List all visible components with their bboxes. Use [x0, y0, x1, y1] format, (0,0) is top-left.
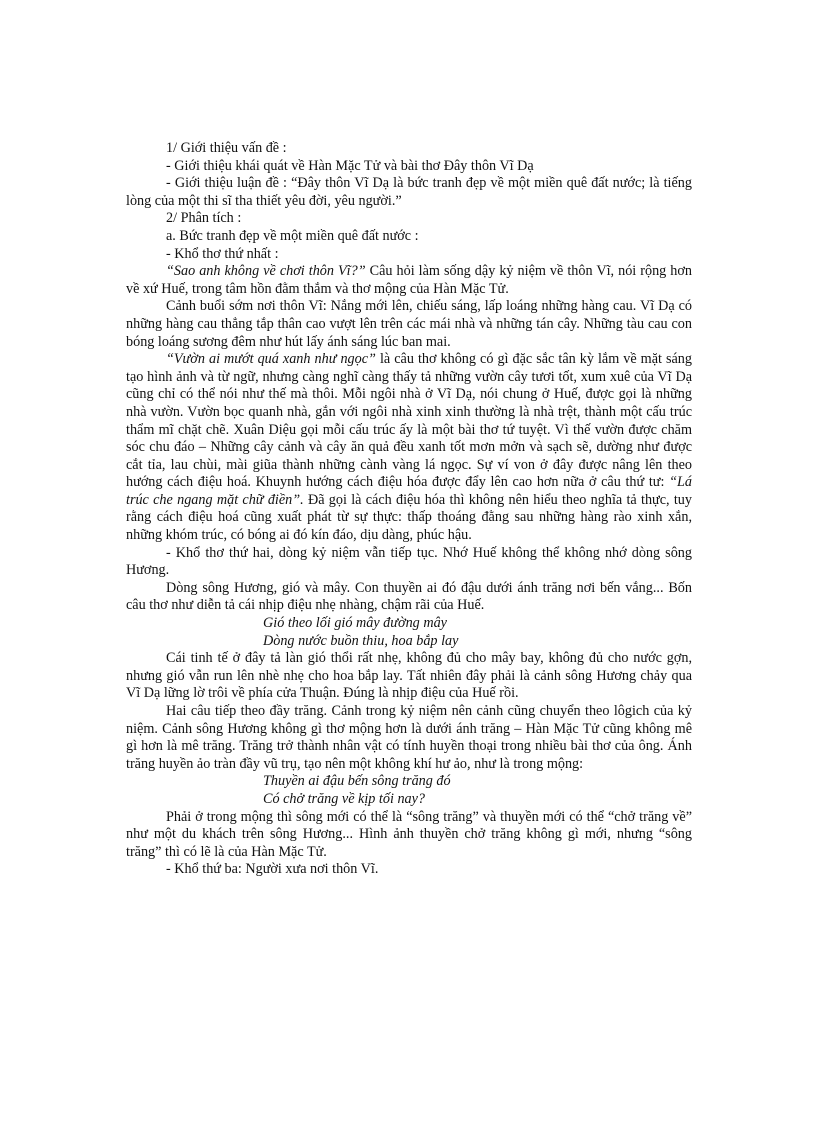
paragraph-2: Cảnh buổi sớm nơi thôn Vĩ: Nắng mới lên, chiếu sáng, lấp loáng những hàng cau. Vĩ Dạ có những hàng cau thẳng tắp thân cao vượt lên trên các mái nhà và những tán cây. Những tàu cau con bóng loáng sương đêm như hút lấy ánh sáng lúc ban mai. [126, 298, 692, 350]
paragraph-text: Câu hỏi làm sống dậy kỷ niệm về thôn Vĩ, nói rộng hơn về xứ Huế, trong tâm hồn đằm thắm và thơ mộng của Hàn Mặc Tử. [126, 263, 692, 297]
paragraph-1 [126, 263, 692, 298]
paragraph-text: là câu thơ không có gì đặc sắc tân kỳ lắm về mặt sáng tạo hình ảnh và từ ngữ, nhưng càng nghĩ càng thấy tả những vườn cây tươi tốt, xum xuê của Vĩ Dạ cũng chỉ có thể nói như thế mà thôi. Mỗi ngôi nhà ở Vĩ Dạ, nói chung ở Huế, được gọi là những nhà vườn. Vườn bọc quanh nhà, gắn với ngôi nhà xinh xinh thường là nhà trệt, thành một cấu trúc thẩm mĩ chặt chẽ. Xuân Diệu gọi mỗi cấu trúc ấy là một bài thơ tứ tuyệt. Vì thế vườn được chăm sóc chu đáo – Những cây cảnh và cây ăn quả đều xanh tốt mơn mởn và sạch sẽ, dường như được cắt tỉa, lau chùi, mài giũa thành những cành vàng lá ngọc. Sự ví von ở đây được nâng lên theo hướng cách điệu hoá. Khuynh hướng cách điệu hóa được đẩy lên cao hơn nữa ở câu thứ tư: [126, 351, 692, 491]
intro-item-1: - Giới thiệu khái quát về Hàn Mặc Tử và bài thơ Đây thôn Vĩ Dạ [166, 157, 534, 174]
section-a-heading: a. Bức tranh đẹp về một miền quê đất nước : [166, 227, 419, 244]
paragraph-8: Phải ở trong mộng thì sông mới có thể là “sông trăng” và thuyền mới có thể “chở trăng về” như một du khách trên sông Hương... Hình ảnh thuyền chở trăng không gì mới, nhưng “sông trăng” thì có lẽ là của Hàn Mặc Tử. [126, 808, 692, 860]
paragraph-3 [126, 351, 692, 545]
stanza-3-label: - Khổ thứ ba: Người xưa nơi thôn Vĩ. [166, 861, 379, 878]
verse-line: Có chở trăng về kịp tối nay? [263, 790, 426, 807]
verse-quote: “Sao anh không về chơi thôn Vĩ?” [166, 263, 366, 280]
analysis-heading: 2/ Phân tích : [166, 210, 242, 227]
paragraph-5: Dòng sông Hương, gió và mây. Con thuyền ai đó đậu dưới ánh trăng nơi bến vắng... Bốn câu thơ như diễn tả cái nhịp điệu nhẹ nhàng, chậm rãi của Huế. [126, 579, 692, 614]
document-body [126, 140, 692, 879]
verse-quote: “Lá trúc che ngang mặt chữ điền”. [126, 474, 692, 508]
verse-line: Gió theo lối gió mây đường mây [263, 615, 447, 632]
stanza-1-label: - Khổ thơ thứ nhất : [166, 245, 279, 262]
verse-line: Thuyền ai đậu bến sông trăng đó [263, 773, 451, 790]
paragraph-4: - Khổ thơ thứ hai, dòng kỷ niệm vẫn tiếp tục. Nhớ Huế không thể không nhớ dòng sông Hương. [126, 544, 692, 579]
verse-line: Dòng nước buồn thiu, hoa bắp lay [263, 632, 459, 649]
paragraph-6: Cái tinh tế ở đây tả làn gió thổi rất nhẹ, không đủ cho mây bay, không đủ cho nước gợn, nhưng gió vẫn run lên nhè nhẹ cho hoa bắp lay. Tất nhiên đây phải là cảnh sông Hương chảy qua Vĩ Dạ lững lờ trôi về phía cửa Thuận. Đúng là nhịp điệu của Huế rồi. [126, 650, 692, 702]
paragraph-text: Đã gọi là cách điệu hóa thì không nên hiểu theo nghĩa tả thực, tuy rằng cách điệu hoá cũng xuất phát từ sự thực: thấp thoáng đằng sau những hàng rào xinh xắn, những khóm trúc, có bóng ai đó kín đáo, dịu dàng, phúc hậu. [126, 491, 692, 544]
paragraph-7: Hai câu tiếp theo đầy trăng. Cảnh trong kỷ niệm nên cảnh cũng chuyển theo lôgich của kỷ niệm. Cảnh sông Hương không gì thơ mộng hơn là dưới ánh trăng – Hàn Mặc Tử cũng không mê gì hơn là mê trăng. Trăng trở thành nhân vật có tính huyền thoại trong nhiều bài thơ của ông. Ánh trăng huyền ảo tràn đầy vũ trụ, tạo nên một không khí hư ảo, như là trong mộng: [126, 703, 692, 772]
verse-quote: “Vườn ai mướt quá xanh như ngọc” [166, 351, 376, 368]
intro-heading: 1/ Giới thiệu vấn đề : [166, 140, 287, 156]
intro-item-2: - Giới thiệu luận đề : “Đây thôn Vĩ Dạ là bức tranh đẹp về một miền quê đất nước; là tiếng lòng của một thi sĩ tha thiết yêu đời, yêu người.” [126, 175, 692, 209]
